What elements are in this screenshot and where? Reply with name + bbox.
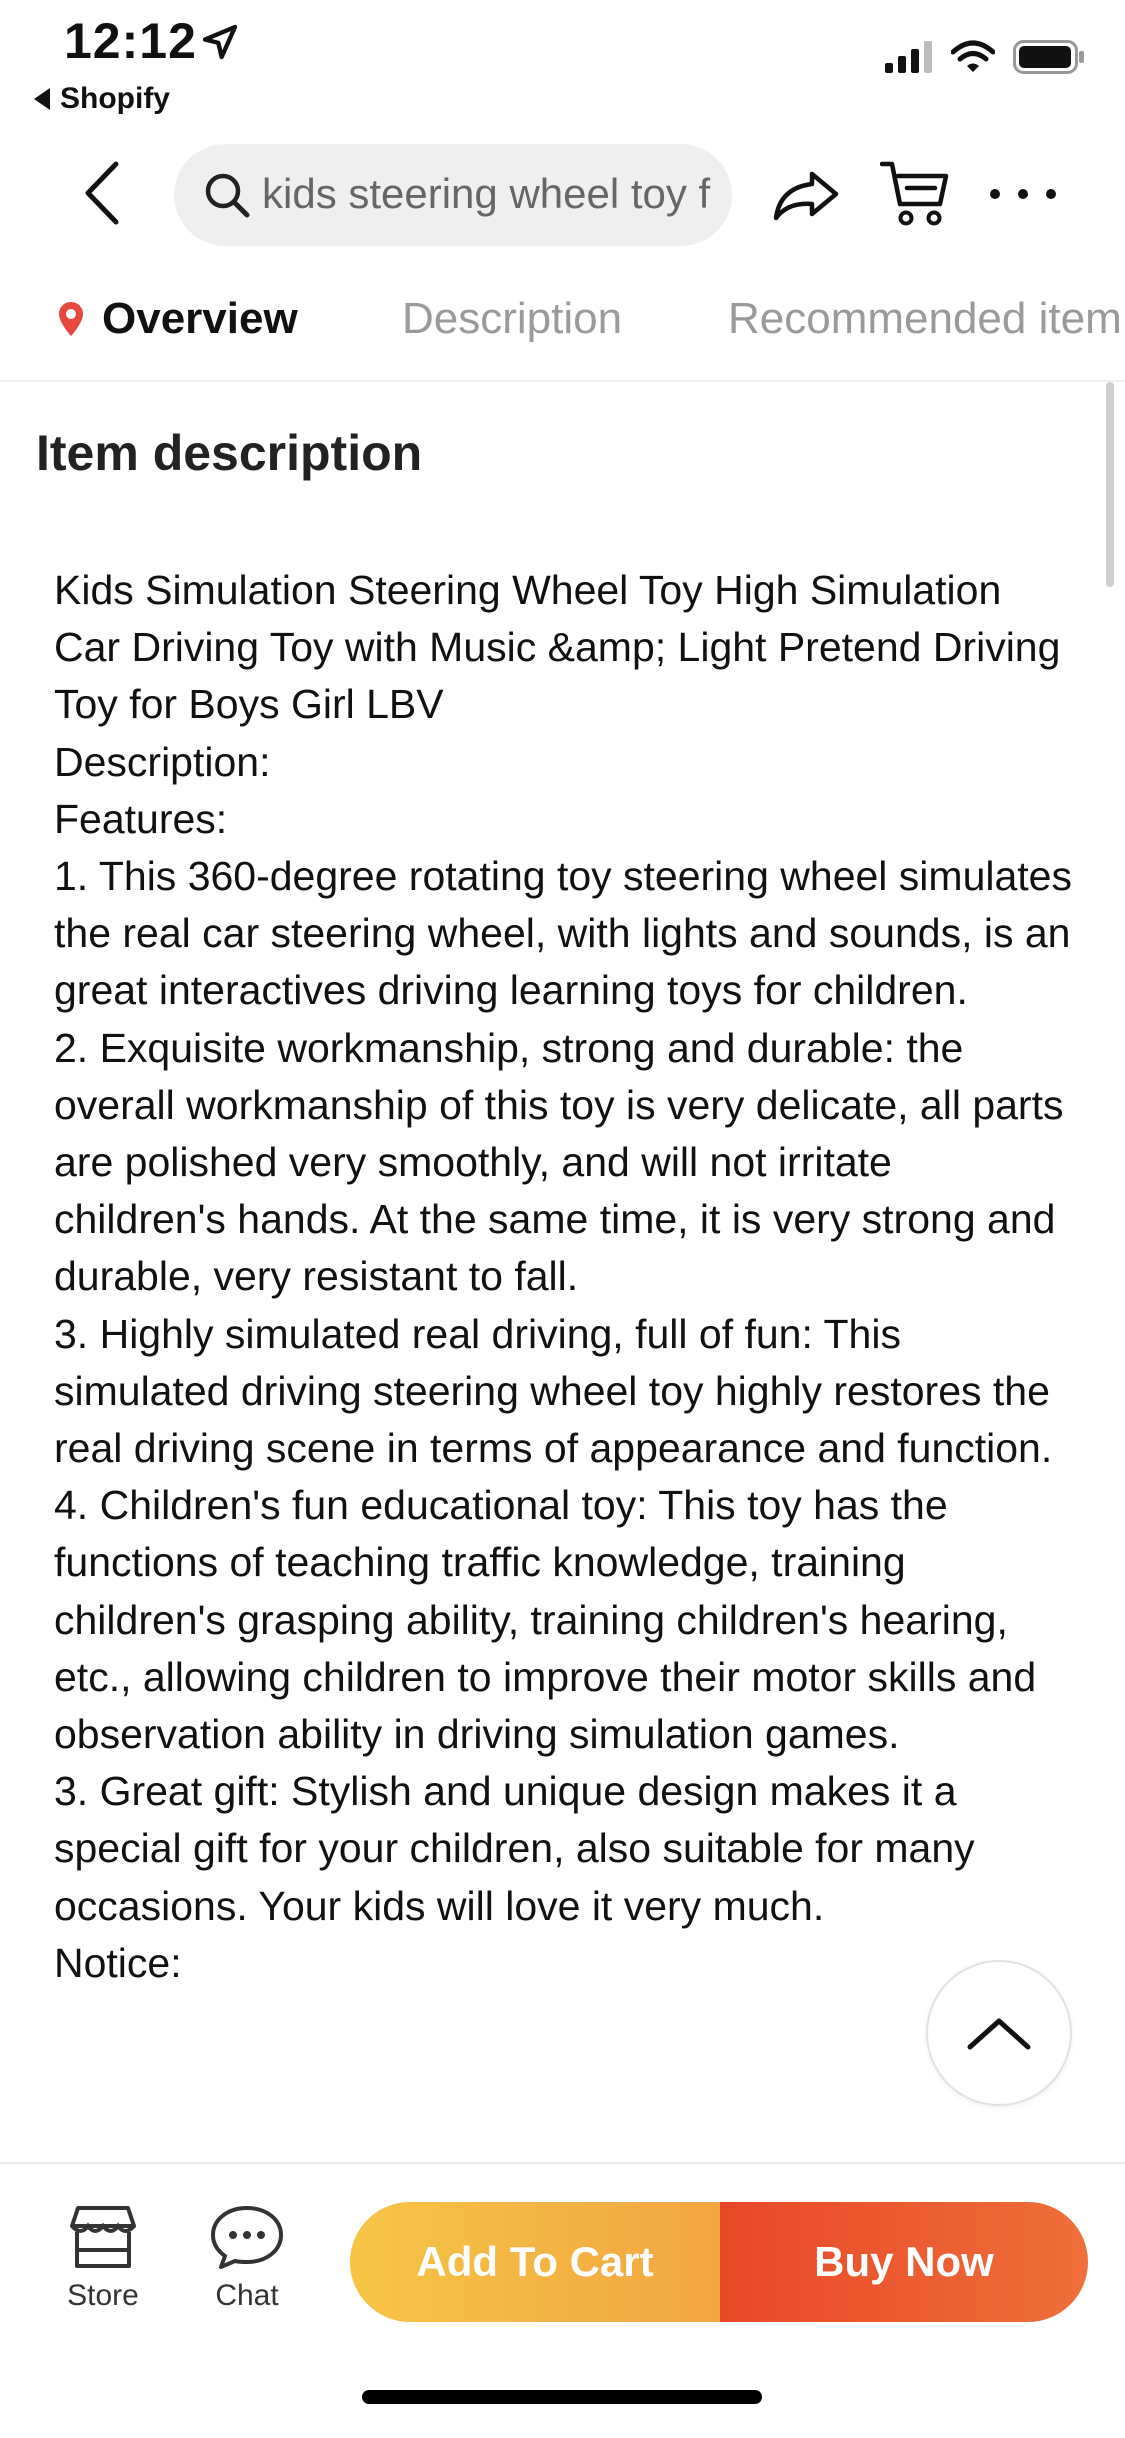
description-paragraph: 1. This 360-degree rotating toy steering wheel simulates the real car steering wheel, with lights and sounds, is an great interactives driving learning toys for children.: [54, 853, 1072, 1014]
more-icon[interactable]: [990, 166, 1056, 222]
back-app-label: Shopify: [60, 82, 170, 115]
chat-label: Chat: [215, 2279, 279, 2312]
cart-icon[interactable]: [880, 154, 950, 230]
tab-recommended-item[interactable]: Recommended item: [728, 294, 1122, 343]
search-icon: [202, 170, 252, 220]
description-paragraph: Kids Simulation Steering Wheel Toy High Simulation Car Driving Toy with Music &amp; Light Pretend Driving Toy for Boys Girl LBV: [54, 567, 1061, 728]
description-paragraph: 3. Great gift: Stylish and unique design makes it a special gift for your children, also suitable for many occasions. Your kids will love it very much.: [54, 1768, 975, 1929]
share-icon[interactable]: [770, 162, 842, 228]
back-app-triangle-icon: [34, 88, 50, 110]
back-to-top-button[interactable]: [926, 1960, 1072, 2106]
description-paragraph: 3. Highly simulated real driving, full of fun: This simulated driving steering wheel toy highly restores the real driving scene in terms of appearance and function.: [54, 1310, 1053, 1472]
home-indicator: [362, 2390, 762, 2404]
signal-icon: [885, 41, 933, 73]
store-icon: [68, 2204, 138, 2270]
chat-button[interactable]: [192, 2204, 302, 2313]
back-chevron-icon[interactable]: [72, 158, 142, 228]
status-bar: [0, 0, 1125, 130]
tab-description[interactable]: Description: [402, 294, 623, 343]
tab-bar: [0, 280, 1125, 382]
back-to-app[interactable]: [34, 82, 170, 116]
system-icons: [885, 40, 1085, 74]
nav-row: [0, 140, 1125, 250]
description-paragraph: 2. Exquisite workmanship, strong and durable: the overall workmanship of this toy is very delicate, all parts are polished very smoothly, and will not irritate children's hands. At the same time, it is very strong and durable, very resistant to fall.: [54, 1024, 1064, 1300]
wifi-icon: [951, 40, 995, 74]
description-paragraph: 4. Children's fun educational toy: This toy has the functions of teaching traffic knowledge, training children's grasping ability, training children's hearing, etc., allowing children to improve their motor skills and observation ability in driving simulation games.: [54, 1482, 1037, 1758]
item-description-title: Item description: [36, 425, 423, 481]
scrollbar-thumb[interactable]: [1106, 382, 1114, 587]
store-label: Store: [67, 2279, 139, 2312]
item-description-text: [54, 562, 1074, 1992]
bottom-action-bar: [0, 2162, 1125, 2438]
store-button[interactable]: [48, 2204, 158, 2313]
buy-now-button[interactable]: Buy Now: [720, 2202, 1088, 2322]
location-pin-icon: [58, 301, 84, 337]
search-input[interactable]: [174, 144, 732, 246]
add-to-cart-button[interactable]: Add To Cart: [350, 2202, 720, 2322]
content-area[interactable]: [0, 382, 1125, 2162]
description-paragraph: Features:: [54, 795, 228, 842]
tab-overview-label: Overview: [102, 294, 298, 343]
status-time: 12:12: [64, 13, 197, 69]
arrow-up-icon: [964, 2013, 1034, 2053]
description-paragraph: Description:: [54, 738, 271, 785]
battery-icon: [1013, 40, 1085, 74]
location-arrow-icon: [200, 22, 240, 62]
chat-icon: [209, 2204, 285, 2270]
tab-overview[interactable]: [58, 294, 298, 344]
search-query: kids steering wheel toy f: [262, 170, 711, 217]
description-paragraph: Notice:: [54, 1939, 182, 1986]
